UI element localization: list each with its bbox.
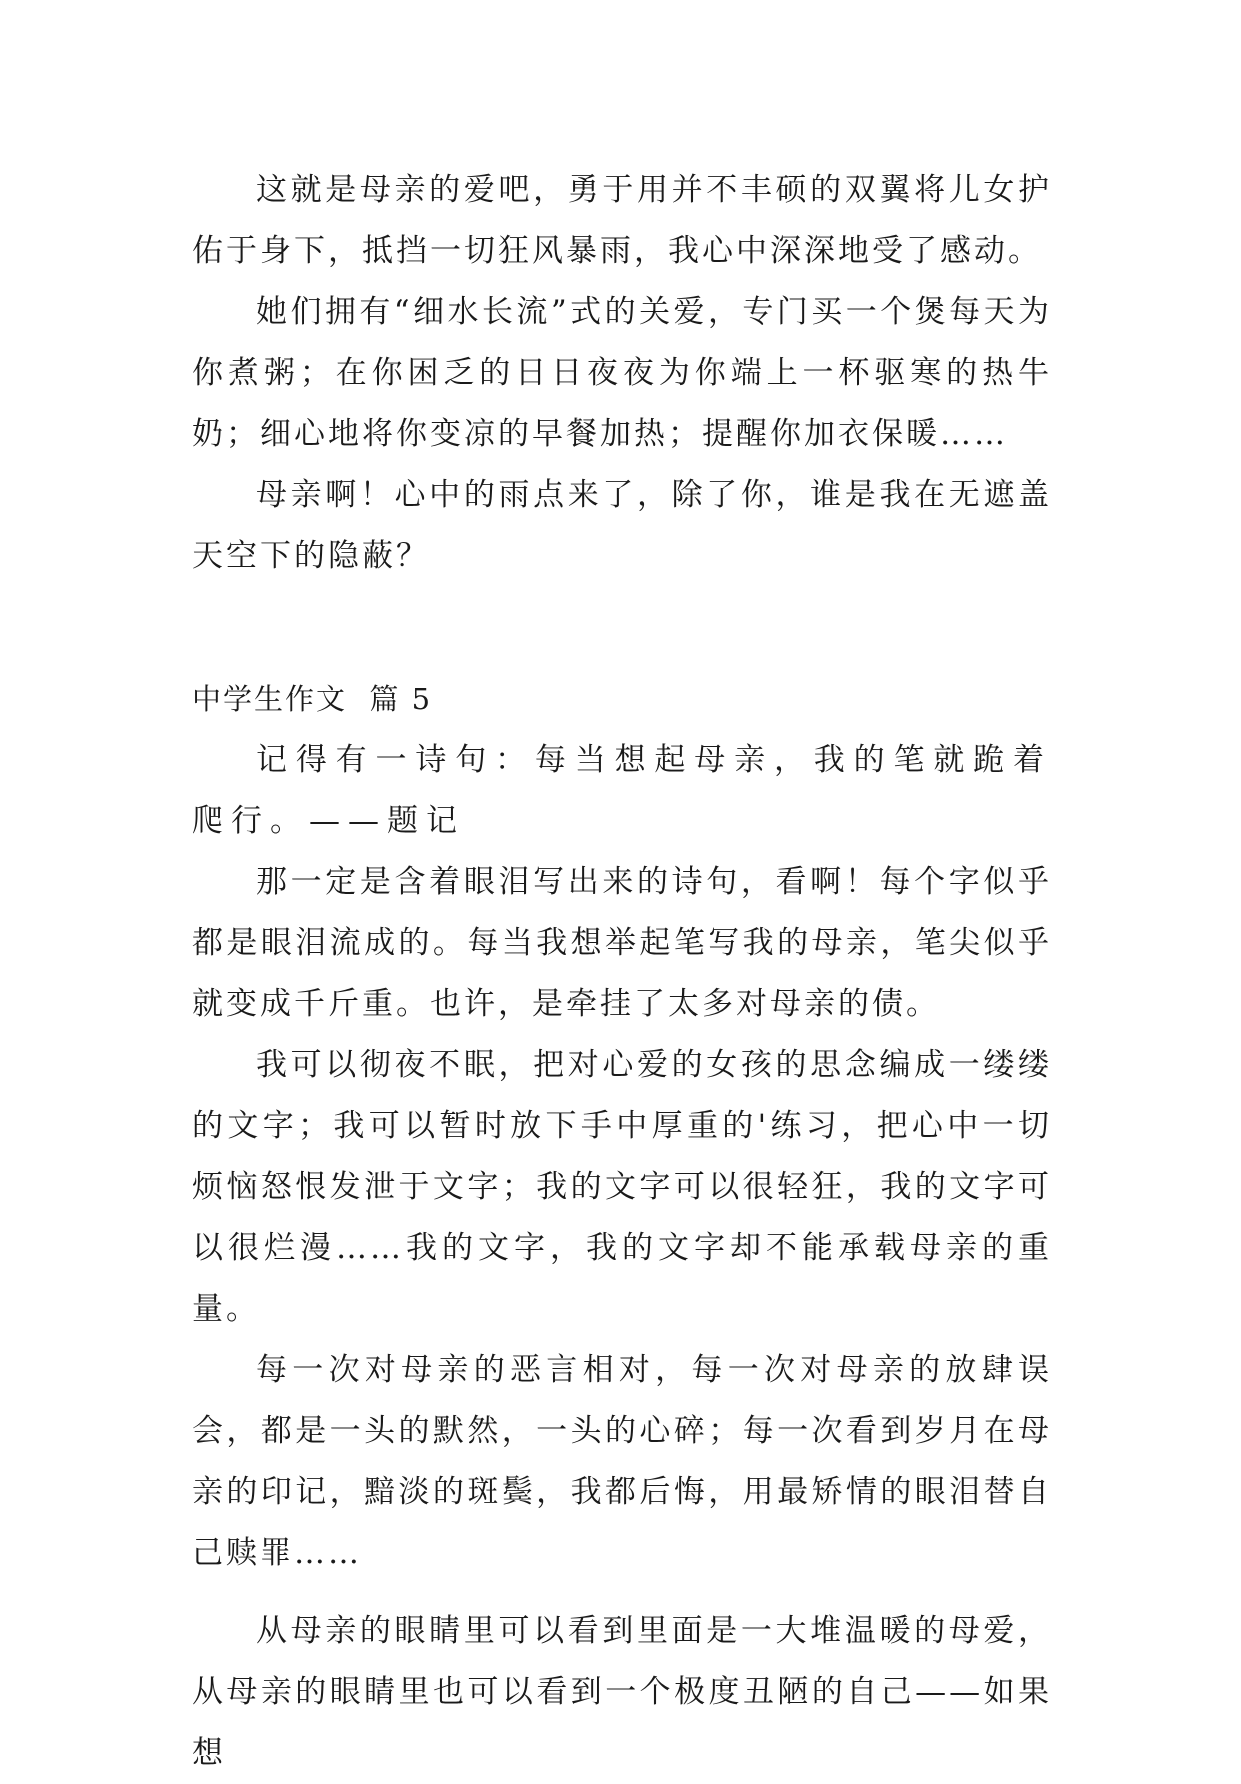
paragraph-6: 每一次对母亲的恶言相对，每一次对母亲的放肆误会，都是一头的默然，一头的心碎；每一次看到岁月在母亲的印记，黯淡的斑鬓，我都后悔，用最矫情的眼泪替自己赎罪……	[192, 1352, 1052, 1571]
paragraph-4: 那一定是含着眼泪写出来的诗句，看啊！每个字似乎都是眼泪流成的。每当我想举起笔写我的母亲，笔尖似乎就变成千斤重。也许，是牵挂了太多对母亲的债。	[192, 864, 1052, 1022]
paragraph-7: 从母亲的眼睛里可以看到里面是一大堆温暖的母爱，从母亲的眼睛里也可以看到一个极度丑陋的自己——如果想	[192, 1613, 1052, 1771]
paragraph-5: 我可以彻夜不眠，把对心爱的女孩的思念编成一缕缕的文字；我可以暂时放下手中厚重的'练习，把心中一切烦恼怒恨发泄于文字；我的文字可以很轻狂，我的文字可以很烂漫……我的文字，我的文字却不能承载母亲的重量。	[192, 1047, 1052, 1327]
paragraph-2: 她们拥有“细水长流”式的关爱，专门买一个煲每天为你煮粥；在你困乏的日日夜夜为你端上一杯驱寒的热牛奶；细心地将你变凉的早餐加热；提醒你加衣保暖……	[192, 294, 1052, 452]
paragraph-3: 母亲啊！心中的雨点来了，除了你，谁是我在无遮盖天空下的隐蔽？	[192, 477, 1052, 574]
section-title: 中学生作文 篇 5	[192, 682, 433, 716]
dedication-line: 记得有一诗句：每当想起母亲，我的笔就跪着爬行。——题记	[192, 742, 1052, 839]
document-body	[192, 160, 1052, 1784]
paragraph-1: 这就是母亲的爱吧，勇于用并不丰硕的双翼将儿女护佑于身下，抵挡一切狂风暴雨，我心中深深地受了感动。	[192, 172, 1052, 269]
